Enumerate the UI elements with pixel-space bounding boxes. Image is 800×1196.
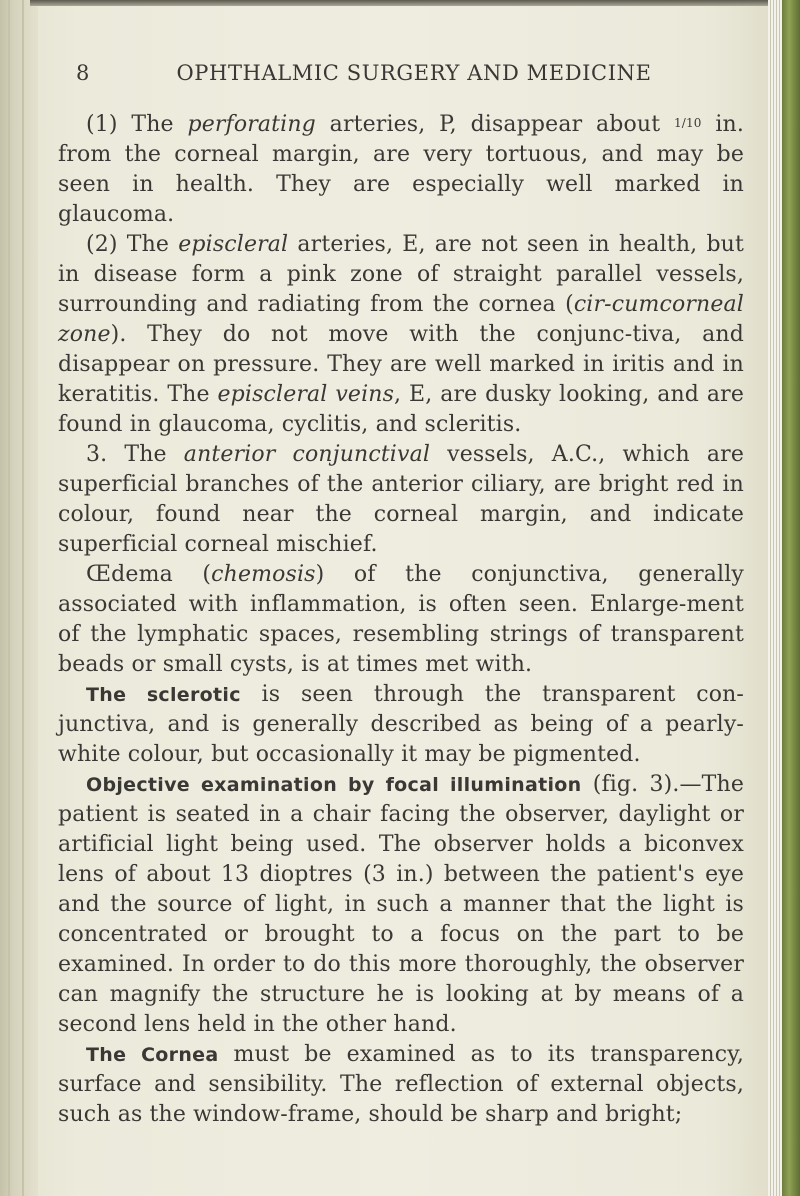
- section-heading: Objective examination by focal illumination: [86, 774, 582, 796]
- page-stack-edge: [768, 0, 782, 1196]
- italic-term: episcleral veins: [217, 382, 395, 407]
- paragraph-episcleral-arteries: [58, 230, 744, 440]
- paragraph-perforating-arteries: [58, 108, 744, 230]
- gutter-line: [22, 0, 24, 1196]
- paragraph-anterior-conjunctival: [58, 440, 744, 560]
- paragraph-oedema: [58, 560, 744, 680]
- paragraph-focal-illumination: [58, 770, 744, 1040]
- book-cover-edge: [782, 0, 800, 1196]
- italic-term: perforating: [187, 112, 316, 137]
- page-gutter-shadow: [0, 0, 38, 1196]
- paragraph-sclerotic: [58, 680, 744, 770]
- italic-term: anterior conjunctival: [183, 442, 431, 467]
- text-run: ) of the conjunctiva, generally associated with inflammation, is often seen. Enlarge-ment of the lymphatic spaces, resembling strings of transparent beads or small cysts, is at times met with.: [58, 562, 744, 677]
- page-top-edge: [30, 0, 768, 6]
- fraction: 1/10: [674, 116, 702, 130]
- gutter-line: [8, 0, 10, 1196]
- section-heading: The Cornea: [86, 1044, 219, 1066]
- text-run: 3. The: [86, 442, 184, 467]
- text-run: is seen through the transparent con-junctiva, and is generally described as being of a pearly-white colour, but occasionally it may be pigmented.: [58, 682, 744, 767]
- text-run: (2) The: [86, 232, 179, 257]
- page-number: 8: [76, 61, 90, 85]
- text-run: Œdema (: [86, 562, 212, 587]
- running-header: [58, 58, 744, 88]
- page-text: [58, 58, 744, 1130]
- text-run: must be examined as to its transparency, surface and sensibility. The reflection of external objects, such as the window-frame, should be sharp and bright;: [58, 1042, 744, 1127]
- text-run: (fig. 3).—The patient is seated in a chair facing the observer, daylight or artificial light being used. The observer holds a biconvex lens of about 13 dioptres (3 in.) between the patient's eye and the source of light, in such a manner that the light is concentrated or brought to a focus on the part to be examined. In order to do this more thoroughly, the observer can magnify the structure he is looking at by means of a second lens held in the other hand.: [58, 772, 744, 1037]
- text-run: (1) The: [86, 112, 188, 137]
- text-run: arteries, E, are not seen in health, but in disease form a pink zone of straight parallel vessels, surrounding and radiating from the cornea (: [58, 232, 744, 317]
- text-run: vessels, A.C., which are superficial branches of the anterior ciliary, are bright red in colour, found near the corneal margin, and indicate superficial corneal mischief.: [58, 442, 745, 557]
- italic-term: chemosis: [211, 562, 316, 587]
- text-run: , E, are dusky looking, and are found in glaucoma, cyclitis, and scleritis.: [58, 382, 744, 437]
- italic-term: episcleral: [178, 232, 289, 257]
- italic-term: cir-cumcorneal zone: [58, 292, 744, 347]
- section-heading: The sclerotic: [86, 684, 241, 706]
- text-run: arteries, P, disappear about: [315, 112, 675, 137]
- text-run: in. from the corneal margin, are very tortuous, and may be seen in health. They are especially well marked in glaucoma.: [58, 112, 745, 227]
- paragraph-cornea: [58, 1040, 744, 1130]
- running-head-title: OPHTHALMIC SURGERY AND MEDICINE: [176, 61, 652, 85]
- text-run: ). They do not move with the conjunc-tiva, and disappear on pressure. They are well marked in iritis and in keratitis. The: [58, 322, 744, 407]
